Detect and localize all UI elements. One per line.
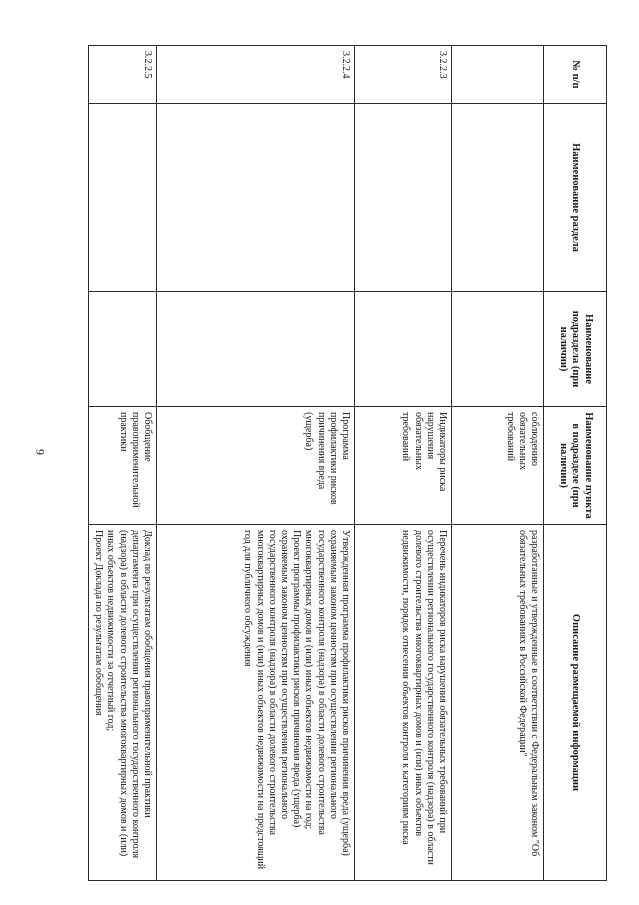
- row-description: разработанные и утвержденные в соответствии с Федеральным законом "Об обязательных требованиях в Российской Федерации": [452, 525, 544, 881]
- rotated-table: [92, 45, 607, 880]
- row-subsection: [452, 292, 544, 407]
- row-num: 3.2.2.5: [89, 46, 157, 104]
- row-subsection: [157, 292, 355, 407]
- header-section: Наименование раздела: [544, 104, 607, 292]
- row-section: [157, 104, 355, 292]
- row-item: Индикаторы риска нарушения обязательных требований: [355, 407, 452, 525]
- table-row: [89, 46, 157, 881]
- table-header-row: [544, 46, 607, 881]
- row-section: [89, 104, 157, 292]
- header-item: Наименование пункта в подразделе (при наличии): [544, 407, 607, 525]
- row-description: Утвержденная программа профилактики рисков причинения вреда (ущерба) охраняемым законом ценностям при осуществлении регионального государственного контроля (надзора) в области долевого строительства многоквартирных домов и (или) иных объектов недвижимости на год; Проект программы профилактики рисков причинения вреда (ущерба) охраняемым законом ценностям при осуществлении регионального государственного контроля (надзора) в области долевого строительства многоквартирных домов и (или) иных объектов недвижимости на предстоящий год для публичного обсуждения: [157, 525, 355, 881]
- table-container: [92, 45, 607, 880]
- row-description: Перечень индикаторов риска нарушения обязательных требований при осуществлении регионального государственного контроля (надзора) в области долевого строительства многоквартирных домов и (или) иных объектов недвижимости, порядок отнесения объектов контроля к категориям риска: [355, 525, 452, 881]
- row-subsection: [355, 292, 452, 407]
- header-num: № п/п: [544, 46, 607, 104]
- row-num: 3.2.2.4: [157, 46, 355, 104]
- page-number: 9: [33, 449, 48, 455]
- info-table: [88, 45, 607, 881]
- row-num: 3.2.2.3: [355, 46, 452, 104]
- header-subsection: Наименование подраздела (при наличии): [544, 292, 607, 407]
- row-description: Доклад по результатам обобщения правоприменительной практики департамента при осуществлении регионального государственного контроля (надзора) в области долевого строительства многоквартирных домов и (или) иных объектов недвижимости за отчетный год; Проект Доклада по результатам обобщения: [89, 525, 157, 881]
- table-row: [355, 46, 452, 881]
- row-item: соблюдению обязательных требований: [452, 407, 544, 525]
- row-item: Программа профилактики рисков причинения вреда (ущерба): [157, 407, 355, 525]
- row-item: Обобщение правоприменительной практики: [89, 407, 157, 525]
- row-subsection: [89, 292, 157, 407]
- table-row: [452, 46, 544, 881]
- row-num: [452, 46, 544, 104]
- table-row: [157, 46, 355, 881]
- row-section: [355, 104, 452, 292]
- row-section: [452, 104, 544, 292]
- header-description: Описание размещаемой информации: [544, 525, 607, 881]
